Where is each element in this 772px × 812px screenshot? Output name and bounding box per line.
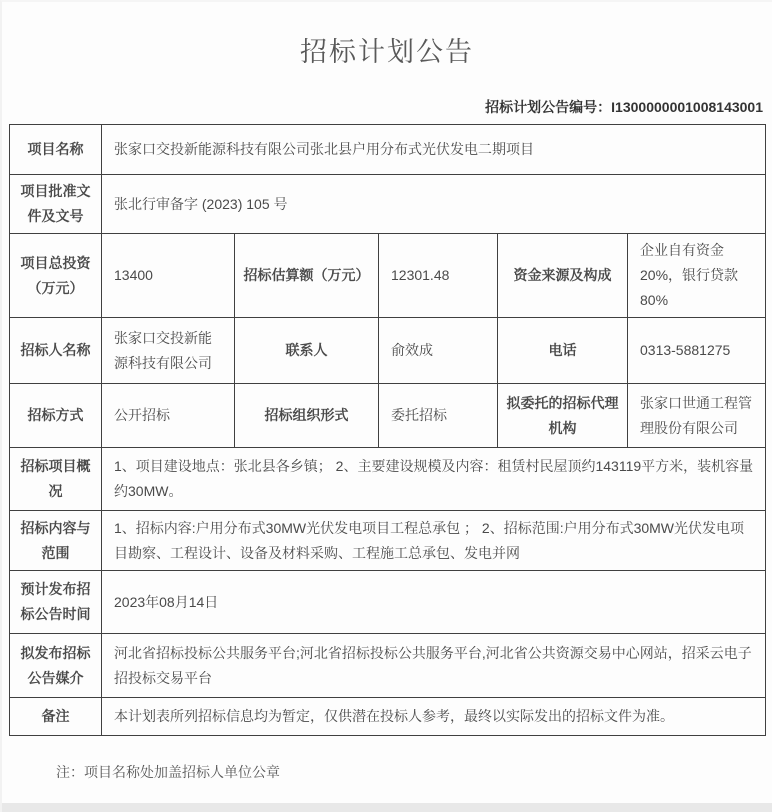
label-investment: 项目总投资（万元） bbox=[10, 234, 102, 318]
value-project-name: 张家口交投新能源科技有限公司张北县户用分布式光伏发电二期项目 bbox=[102, 125, 766, 175]
value-media: 河北省招标投标公共服务平台;河北省招标投标公共服务平台,河北省公共资源交易中心网站，招采云电子招投标交易平台 bbox=[102, 634, 766, 698]
label-method: 招标方式 bbox=[10, 384, 102, 448]
value-scope: 1、招标内容:户用分布式30MW光伏发电项目工程总承包 ； 2、招标范围:户用分布式30MW光伏发电项目勘察、工程设计、设备及材料采购、工程施工总承包、发电并网 bbox=[102, 511, 766, 571]
row-investment bbox=[10, 234, 766, 318]
value-method: 公开招标 bbox=[102, 384, 235, 448]
row-method bbox=[10, 384, 766, 448]
value-org-form: 委托招标 bbox=[379, 384, 498, 448]
label-agency: 拟委托的招标代理机构 bbox=[498, 384, 628, 448]
value-tenderer: 张家口交投新能源科技有限公司 bbox=[102, 318, 235, 384]
value-investment: 13400 bbox=[102, 234, 235, 318]
label-scope: 招标内容与范围 bbox=[10, 511, 102, 571]
label-remarks: 备注 bbox=[10, 698, 102, 736]
label-funding: 资金来源及构成 bbox=[498, 234, 628, 318]
page-title: 招标计划公告 bbox=[300, 37, 474, 67]
announcement-table bbox=[9, 124, 766, 736]
announcement-page bbox=[9, 2, 765, 782]
value-estimate: 12301.48 bbox=[379, 234, 498, 318]
label-org-form: 招标组织形式 bbox=[235, 384, 379, 448]
label-estimate: 招标估算额（万元） bbox=[235, 234, 379, 318]
value-contact: 俞效成 bbox=[379, 318, 498, 384]
label-phone: 电话 bbox=[498, 318, 628, 384]
row-remarks bbox=[10, 698, 766, 736]
label-overview: 招标项目概况 bbox=[10, 448, 102, 511]
row-overview bbox=[10, 448, 766, 511]
row-project-name bbox=[10, 125, 766, 175]
value-agency: 张家口世通工程管理股份有限公司 bbox=[628, 384, 766, 448]
row-publish-time bbox=[10, 571, 766, 634]
row-media bbox=[10, 634, 766, 698]
label-contact: 联系人 bbox=[235, 318, 379, 384]
value-approval-doc: 张北行审备字 (2023) 105 号 bbox=[102, 175, 766, 234]
value-overview: 1、项目建设地点：张北县各乡镇； 2、主要建设规模及内容：租赁村民屋顶约143119平方米，装机容量约30MW。 bbox=[102, 448, 766, 511]
label-publish-time: 预计发布招标公告时间 bbox=[10, 571, 102, 634]
notice-number: 招标计划公告编号：I1300000001008143001 bbox=[485, 99, 763, 115]
row-scope bbox=[10, 511, 766, 571]
footer-note: 注：项目名称处加盖招标人单位公章 bbox=[56, 764, 280, 780]
label-project-name: 项目名称 bbox=[10, 125, 102, 175]
row-approval-doc bbox=[10, 175, 766, 234]
row-tenderer bbox=[10, 318, 766, 384]
label-media: 拟发布招标公告媒介 bbox=[10, 634, 102, 698]
value-funding: 企业自有资金20%，银行贷款80% bbox=[628, 234, 766, 318]
bottom-gray-bar bbox=[2, 803, 772, 812]
value-phone: 0313-5881275 bbox=[628, 318, 766, 384]
value-publish-time: 2023年08月14日 bbox=[102, 571, 766, 634]
label-tenderer: 招标人名称 bbox=[10, 318, 102, 384]
label-approval-doc: 项目批准文件及文号 bbox=[10, 175, 102, 234]
value-remarks: 本计划表所列招标信息均为暂定，仅供潜在投标人参考，最终以实际发出的招标文件为准。 bbox=[102, 698, 766, 736]
